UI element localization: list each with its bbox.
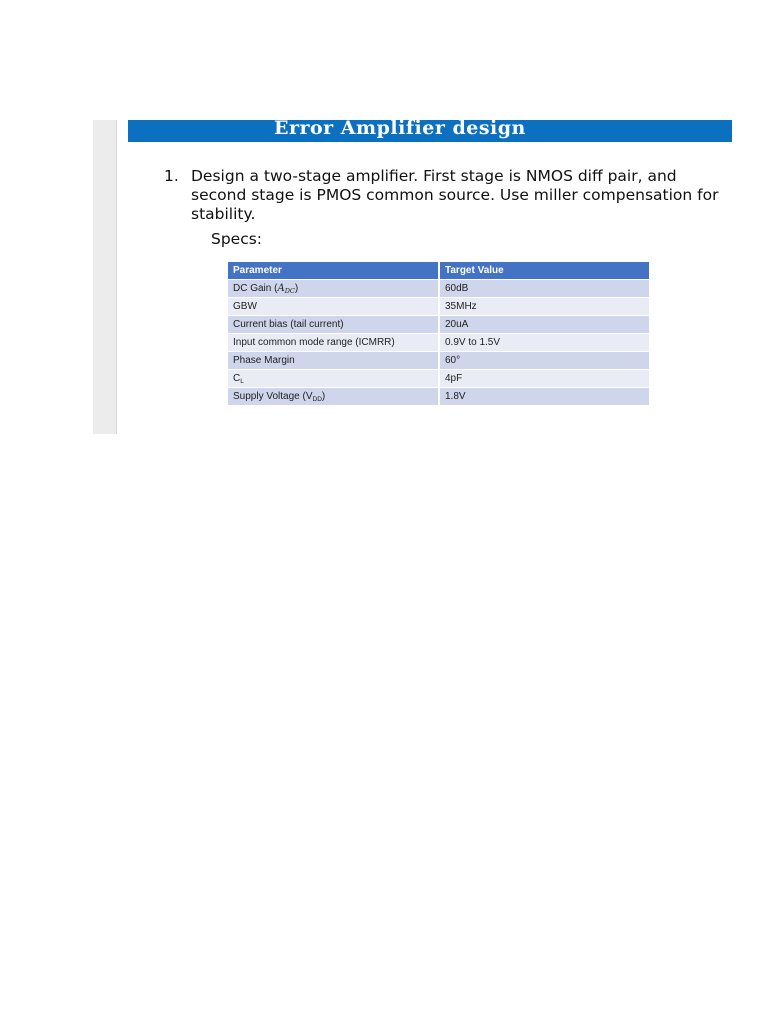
parameter-tail: ): [321, 390, 326, 402]
parameter-subscript: L: [240, 377, 244, 385]
parameter-cell: GBW: [228, 298, 439, 316]
list-item-number: 1.: [164, 167, 179, 185]
parameter-text: Supply Voltage (V: [233, 390, 313, 402]
title-bar: [128, 120, 732, 142]
value-cell: 1.8V: [439, 388, 649, 406]
column-header-parameter: Parameter: [228, 262, 439, 280]
table-header-row: [228, 262, 649, 280]
parameter-tail: ): [294, 282, 299, 294]
table-row: [228, 334, 649, 352]
table-row: [228, 352, 649, 370]
parameter-cell: [228, 388, 439, 406]
parameter-cell: [228, 370, 439, 388]
value-cell: 0.9V to 1.5V: [439, 334, 649, 352]
value-cell: 35MHz: [439, 298, 649, 316]
specs-label: Specs:: [211, 230, 263, 248]
parameter-cell: [228, 280, 439, 298]
table-row: [228, 280, 649, 298]
table-row: [228, 298, 649, 316]
value-cell: 20uA: [439, 316, 649, 334]
parameter-subscript: DD: [312, 395, 322, 403]
parameter-cell: Input common mode range (ICMRR): [228, 334, 439, 352]
table-row: [228, 388, 649, 406]
parameter-text: C: [233, 372, 241, 384]
parameter-text: DC Gain (: [233, 282, 278, 294]
specs-table: [228, 262, 649, 406]
parameter-cell: Current bias (tail current): [228, 316, 439, 334]
parameter-variable: A: [277, 282, 285, 294]
value-cell: 60dB: [439, 280, 649, 298]
column-header-target-value: Target Value: [439, 262, 649, 280]
value-cell: 4pF: [439, 370, 649, 388]
list-item-text: Design a two-stage amplifier. First stage is NMOS diff pair, and second stage is PMOS common source. Use miller compensation for stability.: [191, 167, 719, 223]
table-row: [228, 316, 649, 334]
left-sidebar-rail: [93, 120, 117, 434]
parameter-cell: Phase Margin: [228, 352, 439, 370]
parameter-subscript: DC: [284, 286, 295, 295]
value-cell: 60°: [439, 352, 649, 370]
table-row: [228, 370, 649, 388]
page-title: Error Amplifier design: [274, 120, 526, 139]
